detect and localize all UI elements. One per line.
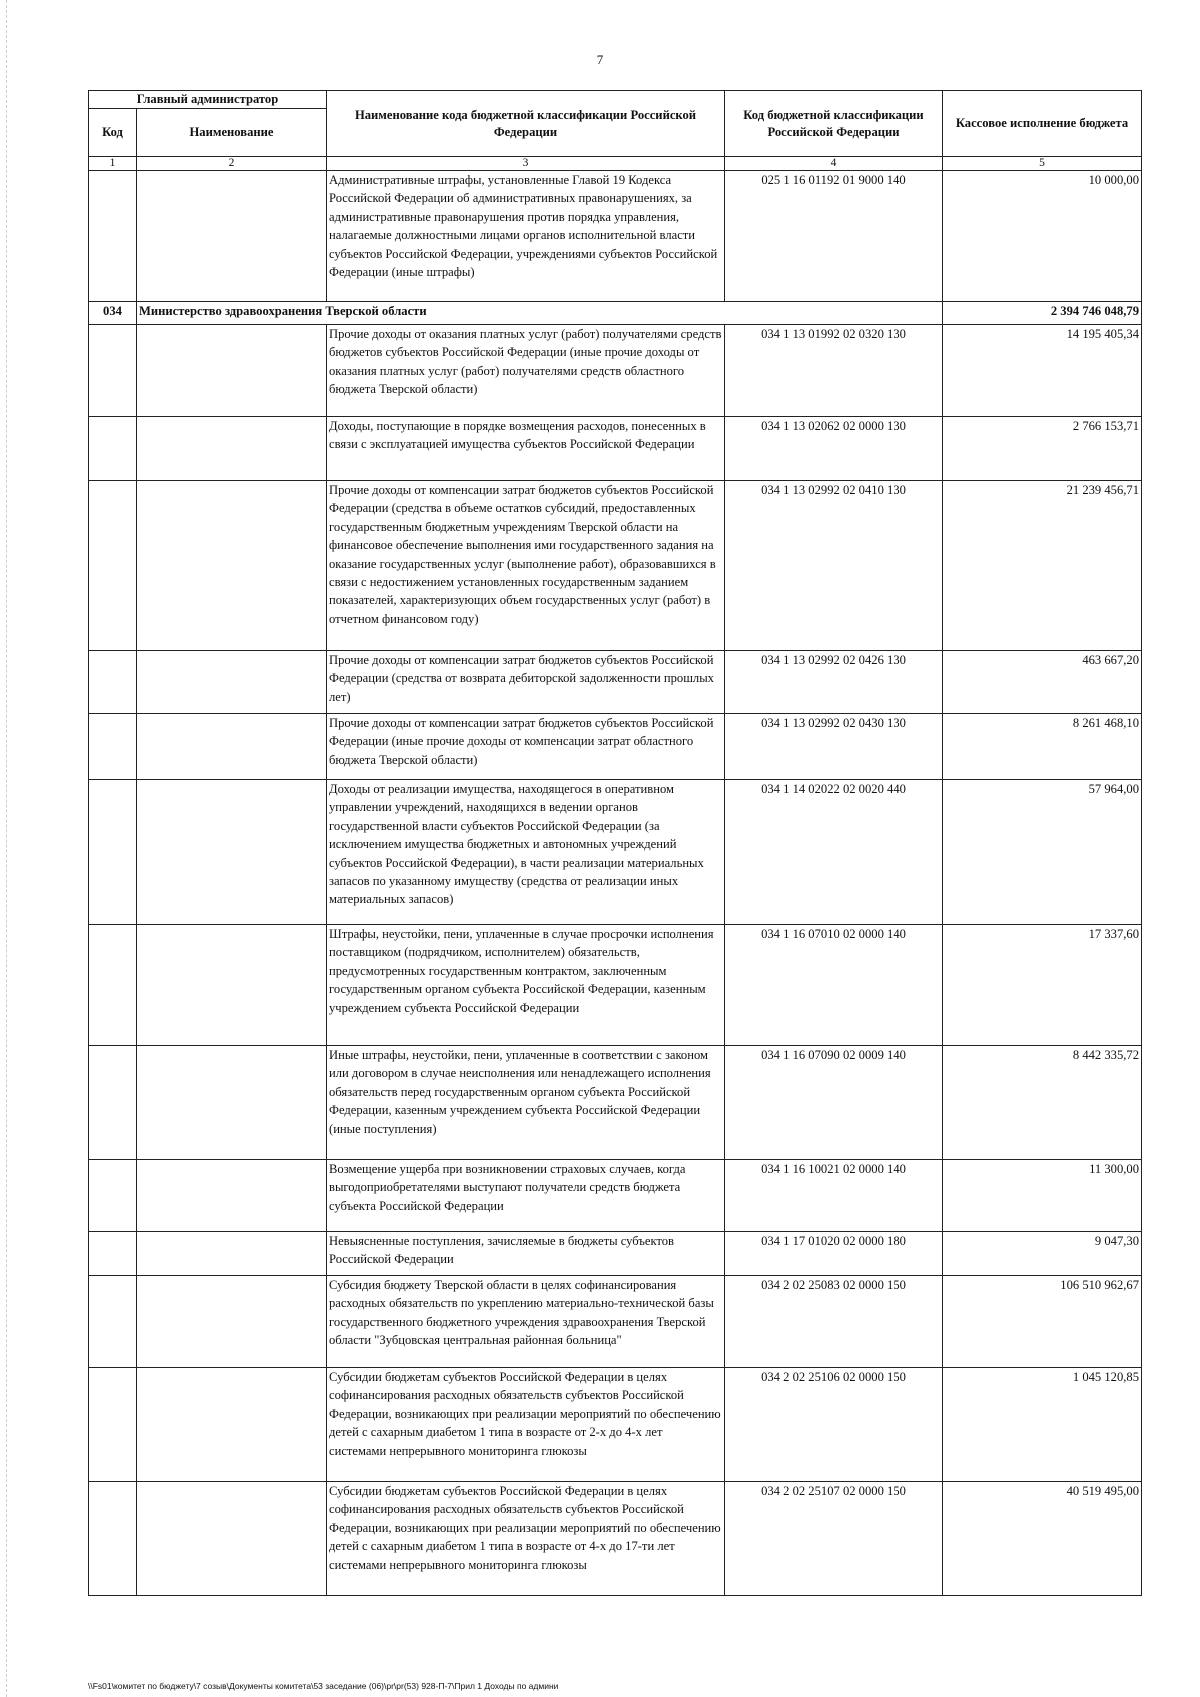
row-amount: 463 667,20 (943, 651, 1142, 714)
table-row (89, 1046, 1142, 1160)
column-number-row (89, 157, 1142, 171)
page-number: 7 (596, 52, 604, 67)
footer-file-path: \\Fs01\комитет по бюджету\7 созыв\Документы комитета\53 заседание (06)\pr\pr(53) 928-П-7\Прил 1 Доходы по админи (88, 1681, 559, 1691)
row-kbk-code: 034 1 16 07010 02 0000 140 (725, 925, 943, 1046)
row-amount: 1 045 120,85 (943, 1368, 1142, 1482)
row-kbk-code: 034 1 16 07090 02 0009 140 (725, 1046, 943, 1160)
row-description: Субсидии бюджетам субъектов Российской Федерации в целях софинансирования расходных обязательств субъектов Российской Федерации, возникающих при реализации мероприятий по обеспечению детей с сахарным диабетом 1 типа в возрасте от 4-х до 17-ти лет системами непрерывного мониторинга глюкозы (327, 1482, 725, 1596)
table-row (89, 714, 1142, 780)
row-kbk-code: 034 1 13 02992 02 0426 130 (725, 651, 943, 714)
budget-table (88, 90, 1142, 1596)
row-description: Доходы от реализации имущества, находящегося в оперативном управлении учреждений, находящихся в ведении органов государственной власти субъектов Российской Федерации (за исключением имущества бюджетных и автономных учреждений субъектов Российской Федерации), в части реализации материальных запасов по указанному имуществу (средства от реализации иных материальных запасов) (327, 780, 725, 925)
row-kbk-code: 034 1 13 02062 02 0000 130 (725, 417, 943, 481)
row-amount: 11 300,00 (943, 1160, 1142, 1232)
row-amount: 8 442 335,72 (943, 1046, 1142, 1160)
scan-edge (0, 0, 7, 1697)
table-row (89, 651, 1142, 714)
row-description: Невыясненные поступления, зачисляемые в бюджеты субъектов Российской Федерации (327, 1232, 725, 1276)
column-number: 3 (327, 157, 725, 171)
row-description: Прочие доходы от компенсации затрат бюджетов субъектов Российской Федерации (средства в объеме остатков субсидий, предоставленных государственным бюджетным учреждениям Тверской области на финансовое обеспечение выполнения ими государственного задания на оказание государственных услуг (выполнение работ), образовавшихся в связи с недостижением установленных государственным заданием показателей, характеризующих объем государственных услуг (работ) в отчетном финансовом году) (327, 481, 725, 651)
row-kbk-code: 034 1 14 02022 02 0020 440 (725, 780, 943, 925)
row-amount: 9 047,30 (943, 1232, 1142, 1276)
row-kbk-code: 025 1 16 01192 01 9000 140 (725, 171, 943, 302)
table-row (89, 780, 1142, 925)
row-amount: 106 510 962,67 (943, 1276, 1142, 1368)
table-row (89, 481, 1142, 651)
column-number: 5 (943, 157, 1142, 171)
admin-code: 034 (89, 302, 137, 325)
row-kbk-code: 034 1 13 01992 02 0320 130 (725, 325, 943, 417)
row-description: Прочие доходы от компенсации затрат бюджетов субъектов Российской Федерации (средства от возврата дебиторской задолженности прошлых лет) (327, 651, 725, 714)
chief-admin-header: Главный администратор (89, 91, 327, 109)
admin-row (89, 302, 1142, 325)
table-row (89, 1368, 1142, 1482)
row-amount: 21 239 456,71 (943, 481, 1142, 651)
row-kbk-code: 034 1 17 01020 02 0000 180 (725, 1232, 943, 1276)
row-amount: 40 519 495,00 (943, 1482, 1142, 1596)
row-amount: 17 337,60 (943, 925, 1142, 1046)
row-kbk-code: 034 2 02 25083 02 0000 150 (725, 1276, 943, 1368)
admin-amount: 2 394 746 048,79 (943, 302, 1142, 325)
kbk-name-header: Наименование кода бюджетной классификации Российской Федерации (327, 91, 725, 157)
column-number: 4 (725, 157, 943, 171)
row-description: Возмещение ущерба при возникновении страховых случаев, когда выгодоприобретателями выступают получатели средств бюджета субъекта Российской Федерации (327, 1160, 725, 1232)
row-kbk-code: 034 2 02 25106 02 0000 150 (725, 1368, 943, 1482)
table-row (89, 1232, 1142, 1276)
row-kbk-code: 034 1 13 02992 02 0430 130 (725, 714, 943, 780)
row-description: Субсидия бюджету Тверской области в целях софинансирования расходных обязательств по укреплению материально-технической базы государственного бюджетного учреждения здравоохранения Тверской области "Зубцовская центральная районная больница" (327, 1276, 725, 1368)
name-header: Наименование (137, 109, 327, 157)
table-row (89, 1276, 1142, 1368)
code-header: Код (89, 109, 137, 157)
execution-header: Кассовое исполнение бюджета (943, 91, 1142, 157)
column-number: 2 (137, 157, 327, 171)
admin-name: Министерство здравоохранения Тверской области (137, 302, 943, 325)
row-amount: 57 964,00 (943, 780, 1142, 925)
row-kbk-code: 034 1 16 10021 02 0000 140 (725, 1160, 943, 1232)
row-description: Прочие доходы от компенсации затрат бюджетов субъектов Российской Федерации (иные прочие доходы от компенсации затрат областного бюджета Тверской области) (327, 714, 725, 780)
row-description: Прочие доходы от оказания платных услуг (работ) получателями средств бюджетов субъектов Российской Федерации (иные прочие доходы от оказания платных услуг (работ) получателями средств областного бюджета Тверской области) (327, 325, 725, 417)
row-description: Субсидии бюджетам субъектов Российской Федерации в целях софинансирования расходных обязательств субъектов Российской Федерации, возникающих при реализации мероприятий по обеспечению детей с сахарным диабетом 1 типа в возрасте от 2-х до 4-х лет системами непрерывного мониторинга глюкозы (327, 1368, 725, 1482)
table-row (89, 1482, 1142, 1596)
row-description: Иные штрафы, неустойки, пени, уплаченные в соответствии с законом или договором в случае неисполнения или ненадлежащего исполнения обязательств перед государственным органом субъекта Российской Федерации, казенным учреждением субъекта Российской Федерации (иные поступления) (327, 1046, 725, 1160)
row-description: Штрафы, неустойки, пени, уплаченные в случае просрочки исполнения поставщиком (подрядчиком, исполнителем) обязательств, предусмотренных государственным контрактом, заключенным государственным органом субъекта Российской Федерации, казенным учреждением субъекта Российской Федерации (327, 925, 725, 1046)
row-kbk-code: 034 2 02 25107 02 0000 150 (725, 1482, 943, 1596)
row-description: Доходы, поступающие в порядке возмещения расходов, понесенных в связи с эксплуатацией имущества субъектов Российской Федерации (327, 417, 725, 481)
column-number: 1 (89, 157, 137, 171)
table-row (89, 325, 1142, 417)
row-amount: 14 195 405,34 (943, 325, 1142, 417)
table-row (89, 171, 1142, 302)
table-row (89, 925, 1142, 1046)
table-row (89, 1160, 1142, 1232)
row-description: Административные штрафы, установленные Главой 19 Кодекса Российской Федерации об административных правонарушениях, за административные правонарушения против порядка управления, налагаемые должностными лицами органов исполнительной власти субъектов Российской Федерации, учреждениями субъектов Российской Федерации (иные штрафы) (327, 171, 725, 302)
row-kbk-code: 034 1 13 02992 02 0410 130 (725, 481, 943, 651)
kbk-code-header: Код бюджетной классификации Российской Федерации (725, 91, 943, 157)
row-amount: 2 766 153,71 (943, 417, 1142, 481)
row-amount: 8 261 468,10 (943, 714, 1142, 780)
table-row (89, 417, 1142, 481)
row-amount: 10 000,00 (943, 171, 1142, 302)
